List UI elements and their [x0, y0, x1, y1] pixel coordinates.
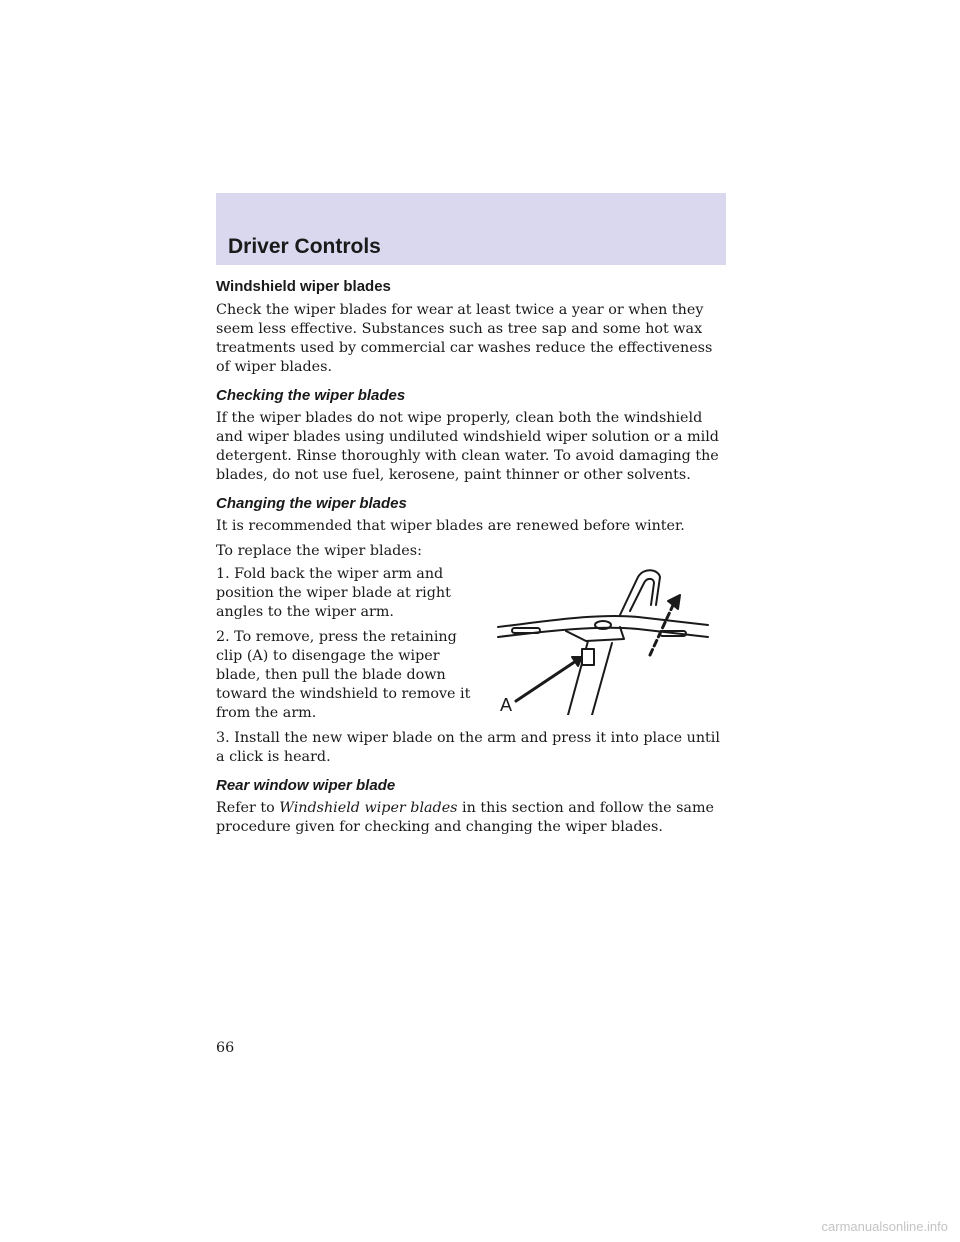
- paragraph-rear-wiper: [216, 799, 728, 837]
- wiper-blade-diagram: [488, 565, 728, 715]
- section-title: Driver Controls: [228, 235, 381, 258]
- step-3: 3. Install the new wiper blade on the arm and press it into place until a click is heard.: [216, 730, 720, 765]
- section-header-band: [216, 193, 726, 265]
- rear-prefix: Refer to: [216, 800, 275, 816]
- page-number: 66: [216, 1040, 235, 1056]
- heading-changing-wiper-blades: Changing the wiper blades: [216, 495, 407, 512]
- heading-checking-wiper-blades: Checking the wiper blades: [216, 387, 406, 404]
- pointer-line-shape: [516, 661, 576, 701]
- paragraph-renew-recommendation: It is recommended that wiper blades are renewed before winter.: [216, 518, 685, 534]
- direction-arrow-shape: [650, 603, 674, 655]
- paragraph-wiper-intro: Check the wiper blades for wear at least twice a year or when they seem less effective. Substances such as tree sap and some hot wax treatments used by commercial car washes reduce the effectiveness of wiper blades.: [216, 302, 713, 375]
- main-content: [216, 278, 728, 843]
- rear-suffix: in this section and follow the same procedure given for checking and changing the wiper blades.: [216, 800, 714, 835]
- retaining-clip-shape: [582, 649, 594, 665]
- step-1: 1. Fold back the wiper arm and position the wiper blade at right angles to the wiper arm.: [216, 566, 451, 620]
- paragraph-checking: If the wiper blades do not wipe properly, clean both the windshield and wiper blades using undiluted windshield wiper solution or a mild detergent. Rinse thoroughly with clean water. To avoid damaging the blades, do not use fuel, kerosene, paint thinner or other solvents.: [216, 410, 719, 483]
- heading-rear-window-wiper-blade: Rear window wiper blade: [216, 777, 396, 794]
- figure-label-a: A: [500, 695, 513, 715]
- step-2: 2. To remove, press the retaining clip (A) to disengage the wiper blade, then pull the blade down toward the windshield to remove it from the arm.: [216, 629, 471, 721]
- heading-windshield-wiper-blades: Windshield wiper blades: [216, 278, 391, 295]
- footer-watermark: carmanualsonline.info: [821, 1219, 948, 1234]
- cross-reference-link[interactable]: Windshield wiper blades: [279, 800, 458, 816]
- paragraph-replace-lead: To replace the wiper blades:: [216, 543, 422, 559]
